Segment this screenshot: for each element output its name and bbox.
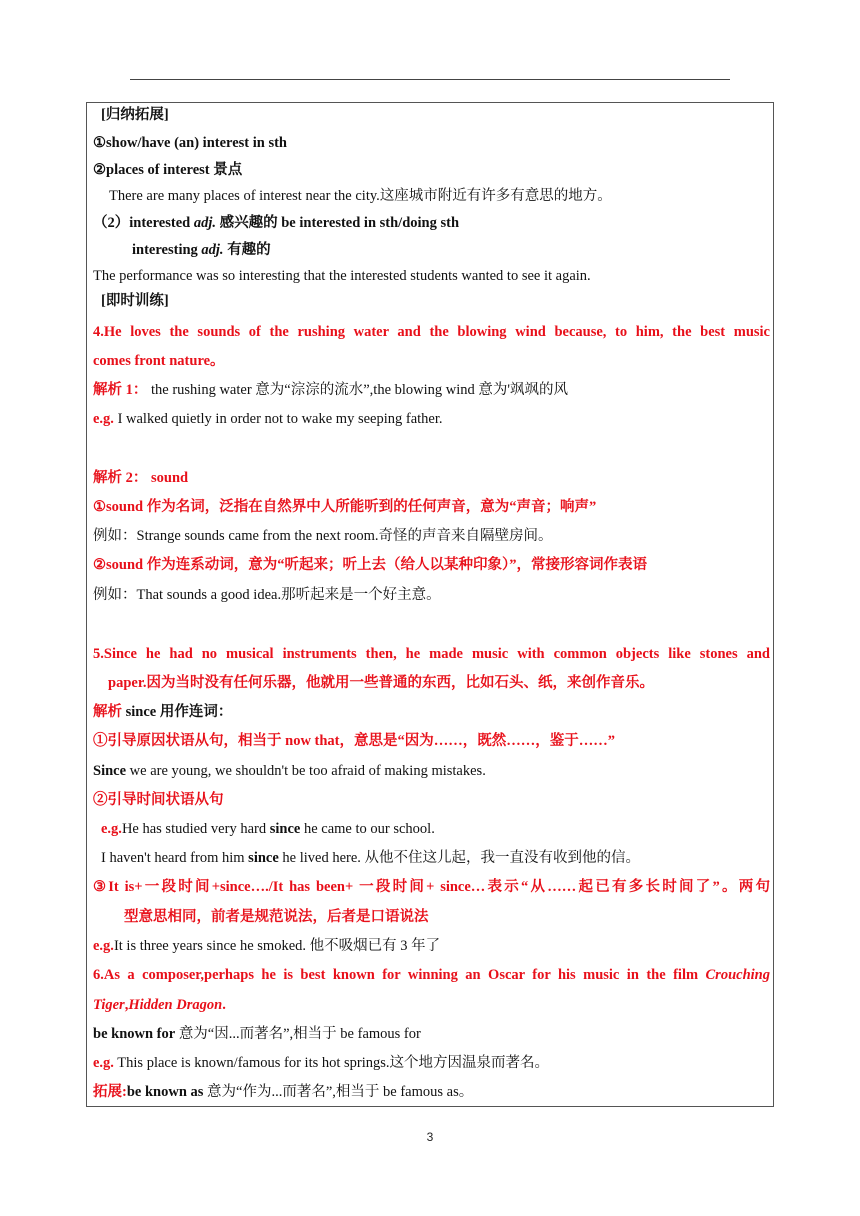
- analysis-2-point-1: ①sound 作为名词，泛指在自然界中人所能听到的任何声音，意为“声音；响声”: [93, 499, 597, 515]
- example-sentence: There are many places of interest near the city.这座城市附近有许多有意思的地方。: [109, 188, 612, 204]
- item-5-sentence-cont: paper.因为当时没有任何乐器，他就用一些普通的东西，比如石头、纸，来创作音乐。: [108, 675, 655, 691]
- since-point-1: ①引导原因状语从句，相当于 now that，意思是“因为……，既然……，鉴于……”: [93, 733, 616, 749]
- phrase-explanation: be known for 意为“因...而著名”,相当于 be famous for: [93, 1026, 421, 1042]
- example-sentence: 例如：That sounds a good idea.那听起来是一个好主意。: [93, 587, 441, 603]
- item-6-sentence-cont: Tiger,Hidden Dragon.: [93, 997, 226, 1013]
- since-point-2: ②引导时间状语从句: [93, 792, 224, 808]
- text-line: （2）interested adj. 感兴趣的 be interested in sth/doing sth: [93, 215, 460, 231]
- since-point-3: ③It is+一段时间+since…./It has been+ 一段时间+ since…表示“从……起已有多长时间了”。两句: [93, 879, 770, 895]
- analysis-since: 解析 since 用作连词：: [93, 704, 233, 720]
- section-heading-summary: [归纳拓展]: [101, 107, 169, 123]
- example-sentence: e.g. I walked quietly in order not to wake my seeping father.: [93, 411, 443, 427]
- since-point-3-cont: 型意思相同，前者是规范说法，后者是口语说法: [124, 909, 429, 925]
- text-line: ②places of interest 景点: [93, 162, 243, 178]
- example-sentence: e.g.He has studied very hard since he came to our school.: [101, 821, 435, 837]
- page-number: 3: [426, 1130, 434, 1144]
- header-rule: [130, 79, 730, 80]
- example-sentence: The performance was so interesting that the interested students wanted to see it again.: [93, 268, 591, 284]
- item-6-sentence: 6.As a composer,perhaps he is best known for winning an Oscar for his music in the film Crouching: [93, 967, 770, 983]
- text-line: interesting adj. 有趣的: [132, 242, 271, 258]
- analysis-2-point-2: ②sound 作为连系动词，意为“听起来；听上去（给人以某种印象）”，常接形容词作表语: [93, 557, 647, 573]
- example-sentence: I haven't heard from him since he lived here. 从他不住这儿起，我一直没有收到他的信。: [101, 850, 641, 866]
- example-sentence: Since we are young, we shouldn't be too afraid of making mistakes.: [93, 763, 486, 779]
- item-4-sentence-cont: comes front nature。: [93, 353, 225, 369]
- text-line: ①show/have (an) interest in sth: [93, 135, 287, 151]
- item-5-sentence: 5.Since he had no musical instruments then, he made music with common objects like stones and: [93, 646, 770, 662]
- example-sentence: e.g.It is three years since he smoked. 他不吸烟已有 3 年了: [93, 938, 441, 954]
- analysis-2: 解析 2： sound: [93, 470, 189, 486]
- item-4-sentence: 4.He loves the sounds of the rushing water and the blowing wind because, to him, the best music: [93, 324, 770, 340]
- example-sentence: 例如：Strange sounds came from the next room.奇怪的声音来自隔壁房间。: [93, 528, 553, 544]
- section-heading-practice: [即时训练]: [101, 293, 169, 309]
- extension-note: 拓展:be known as 意为“作为...而著名”,相当于 be famous as。: [93, 1084, 474, 1100]
- example-sentence: e.g. This place is known/famous for its hot springs.这个地方因温泉而著名。: [93, 1055, 550, 1071]
- analysis-1: 解析 1： the rushing water 意为“淙淙的流水”,the blowing wind 意为'飒飒的风: [93, 382, 569, 398]
